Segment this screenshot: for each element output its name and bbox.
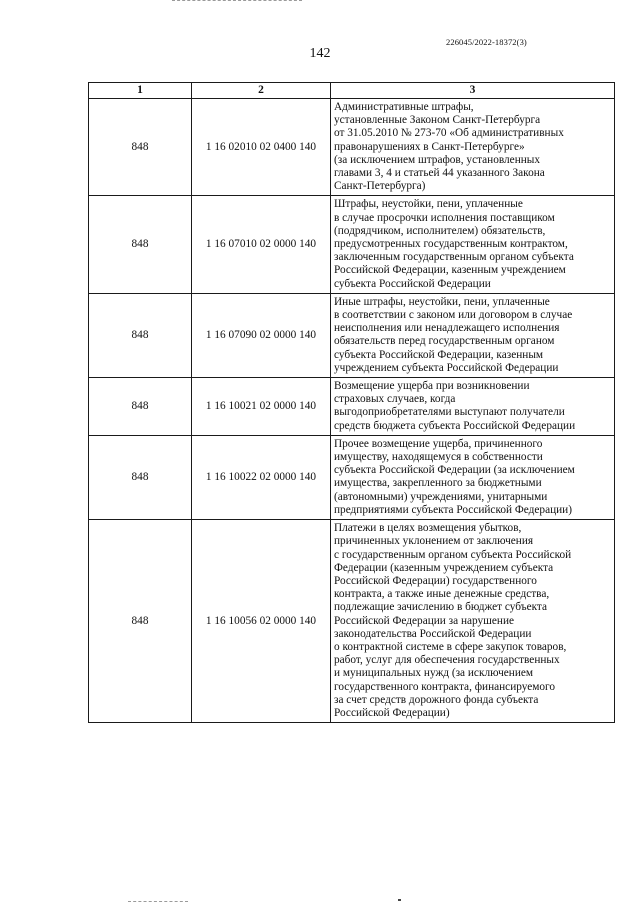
table-body xyxy=(89,99,615,723)
table-row xyxy=(89,99,615,196)
scan-artifact-dot xyxy=(398,899,401,901)
description-line: причиненных уклонением от заключения xyxy=(334,535,534,548)
revenue-description-cell xyxy=(331,99,615,196)
description-line: законодательства Российской Федерации xyxy=(334,627,532,640)
description-line: субъекта Российской Федерации (за исключением xyxy=(334,464,575,477)
budget-classification-code-cell: 1 16 02010 02 0400 140 xyxy=(192,99,331,196)
description-line: Прочее возмещение ущерба, причиненного xyxy=(334,437,543,450)
document-number: 226045/2022-18372(3) xyxy=(446,37,527,47)
column-header-1: 1 xyxy=(89,83,192,99)
description-line: Федерации (казенным учреждением субъекта xyxy=(334,561,554,574)
description-line: страховых случаев, когда xyxy=(334,393,456,406)
description-line: Российской Федерации) государственного xyxy=(334,574,537,587)
description-line: имущества, закрепленного за бюджетными xyxy=(334,477,542,490)
table-row xyxy=(89,435,615,519)
description-line: о контрактной системе в сфере закупок товаров, xyxy=(334,640,567,653)
description-line: учреждением субъекта Российской Федерации xyxy=(334,361,559,374)
page-number: 142 xyxy=(309,46,331,61)
budget-classification-code-cell: 1 16 10022 02 0000 140 xyxy=(192,435,331,519)
description-line: неисполнения или ненадлежащего исполнения xyxy=(334,322,560,335)
revenue-description-cell xyxy=(331,435,615,519)
description-line: Административные штрафы, xyxy=(334,101,474,113)
description-line: субъекта Российской Федерации xyxy=(334,277,491,290)
revenue-description-cell xyxy=(331,196,615,293)
description-line: и муниципальных нужд (за исключением xyxy=(334,667,534,680)
admin-code-cell: 848 xyxy=(89,196,192,293)
description-line: работ, услуг для обеспечения государственных xyxy=(334,654,560,667)
admin-code-cell: 848 xyxy=(89,99,192,196)
column-header-3: 3 xyxy=(331,83,615,99)
revenue-description-cell xyxy=(331,520,615,723)
description-line: Иные штрафы, неустойки, пени, уплаченные xyxy=(334,295,550,308)
description-line: контракта, а также иные денежные средства, xyxy=(334,588,550,601)
description-line: в случае просрочки исполнения поставщиком xyxy=(334,211,555,224)
description-line: предусмотренных государственным контрактом, xyxy=(334,238,568,251)
scan-artifact-top xyxy=(172,0,302,3)
budget-classification-code-cell: 1 16 10021 02 0000 140 xyxy=(192,378,331,436)
description-line: в соответствии с законом или договором в случае xyxy=(334,309,573,322)
description-line: Платежи в целях возмещения убытков, xyxy=(334,522,522,535)
description-line: от 31.05.2010 № 273-70 «Об административных xyxy=(334,127,564,140)
description-line: выгодоприобретателями выступают получатели xyxy=(334,406,565,419)
scan-artifact-bottom xyxy=(128,901,188,904)
revenue-description-cell xyxy=(331,293,615,377)
description-line: обязательств перед государственным органом xyxy=(334,335,555,348)
description-line: государственного контракта, финансируемого xyxy=(334,680,556,693)
description-line: главами 3, 4 и статьей 44 указанного Закона xyxy=(334,167,545,180)
column-header-2: 2 xyxy=(192,83,331,99)
description-line: средств бюджета субъекта Российской Федерации xyxy=(334,419,576,432)
description-line: Санкт-Петербурга) xyxy=(334,180,426,193)
table-header-row xyxy=(89,83,615,99)
budget-classification-code-cell: 1 16 07090 02 0000 140 xyxy=(192,293,331,377)
description-line: с государственным органом субъекта Российской xyxy=(334,548,572,561)
budget-classification-code-cell: 1 16 10056 02 0000 140 xyxy=(192,520,331,723)
description-line: Российской Федерации, казенным учреждением xyxy=(334,264,566,277)
description-line: имуществу, находящемуся в собственности xyxy=(334,451,543,464)
description-line: (автономными) учреждениями, унитарными xyxy=(334,490,548,503)
description-line: Возмещение ущерба при возникновении xyxy=(334,380,530,393)
description-line: субъекта Российской Федерации, казенным xyxy=(334,348,544,361)
description-line: Российской Федерации за нарушение xyxy=(334,614,514,627)
description-line: Штрафы, неустойки, пени, уплаченные xyxy=(334,198,523,211)
admin-code-cell: 848 xyxy=(89,520,192,723)
revenue-description-cell xyxy=(331,378,615,436)
admin-code-cell: 848 xyxy=(89,378,192,436)
table-row xyxy=(89,196,615,293)
description-line: (подрядчиком, исполнителем) обязательств, xyxy=(334,224,546,237)
description-line: установленные Законом Санкт-Петербурга xyxy=(334,114,541,127)
admin-code-cell: 848 xyxy=(89,293,192,377)
table-row xyxy=(89,293,615,377)
description-line: заключенным государственным органом субъекта xyxy=(334,251,574,264)
description-line: (за исключением штрафов, установленных xyxy=(334,153,541,166)
description-line: правонарушениях в Санкт-Петербурге» xyxy=(334,140,525,153)
budget-classification-code-cell: 1 16 07010 02 0000 140 xyxy=(192,196,331,293)
description-line: за счет средств дорожного фонда субъекта xyxy=(334,693,539,706)
description-line: предприятиями субъекта Российской Федерации) xyxy=(334,503,572,516)
table-row xyxy=(89,520,615,723)
description-line: Российской Федерации) xyxy=(334,706,450,719)
table-row xyxy=(89,378,615,436)
description-line: подлежащие зачислению в бюджет субъекта xyxy=(334,601,548,614)
revenue-codes-table xyxy=(88,82,615,723)
admin-code-cell: 848 xyxy=(89,435,192,519)
